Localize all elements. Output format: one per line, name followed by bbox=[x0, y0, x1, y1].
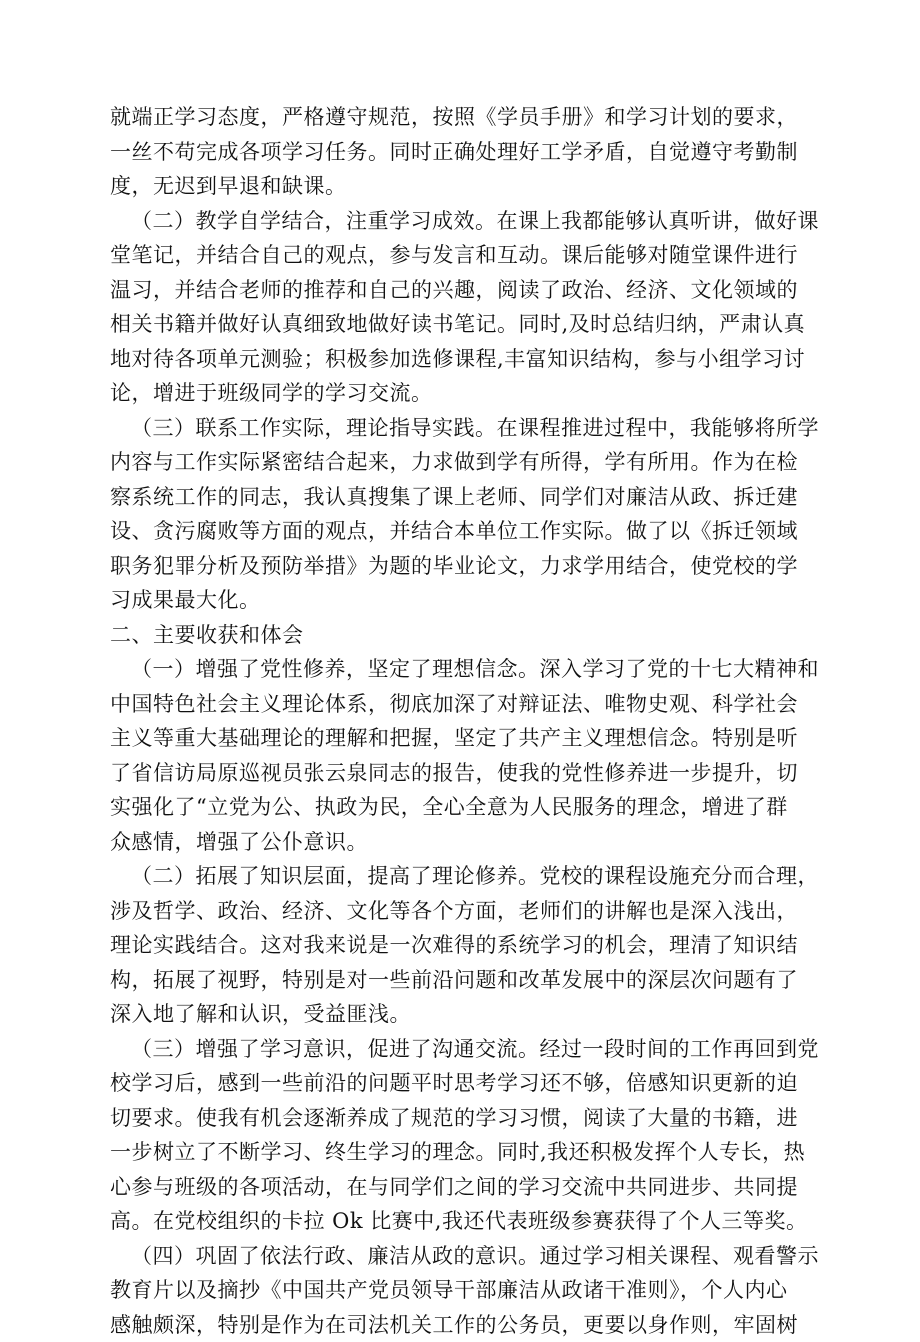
text-line: 堂笔记，并结合自己的观点，参与发言和互动。课后能够对随堂课件进行 bbox=[110, 238, 822, 273]
text-line: 实强化了“立党为公、执政为民，全心全意为人民服务的理念，增进了群 bbox=[110, 790, 822, 825]
text-line: 了省信访局原巡视员张云泉同志的报告，使我的党性修养进一步提升，切 bbox=[110, 756, 822, 791]
text-line: 察系统工作的同志，我认真搜集了课上老师、同学们对廉洁从政、拆迁建 bbox=[110, 480, 822, 515]
text-line: 心参与班级的各项活动，在与同学们之间的学习交流中共同进步、共同提 bbox=[110, 1170, 822, 1205]
text-line: 主义等重大基础理论的理解和把握，坚定了共产主义理想信念。特别是听 bbox=[110, 721, 822, 756]
section-heading: 二、主要收获和体会 bbox=[110, 618, 822, 653]
text-line: 众感情，增强了公仆意识。 bbox=[110, 825, 822, 860]
text-line: （一）增强了党性修养，坚定了理想信念。深入学习了党的十七大精神和 bbox=[110, 652, 822, 687]
text-line: （三）增强了学习意识，促进了沟通交流。经过一段时间的工作再回到党 bbox=[110, 1032, 822, 1067]
text-line: 感触颇深，特别是作为在司法机关工作的公务员，更要以身作则，牢固树 bbox=[110, 1308, 822, 1342]
text-line: 深入地了解和认识，受益匪浅。 bbox=[110, 997, 822, 1032]
document-body bbox=[110, 100, 822, 1342]
text-line: 中国特色社会主义理论体系，彻底加深了对辩证法、唯物史观、科学社会 bbox=[110, 687, 822, 722]
text-line: 构，拓展了视野，特别是对一些前沿问题和改革发展中的深层次问题有了 bbox=[110, 963, 822, 998]
text-line: 切要求。使我有机会逐渐养成了规范的学习习惯，阅读了大量的书籍，进 bbox=[110, 1101, 822, 1136]
text-line: 职务犯罪分析及预防举措》为题的毕业论文，力求学用结合，使党校的学 bbox=[110, 549, 822, 584]
text-line: 一步树立了不断学习、终生学习的理念。同时,我还积极发挥个人专长，热 bbox=[110, 1135, 822, 1170]
text-line: 高。在党校组织的卡拉 Ok 比赛中,我还代表班级参赛获得了个人三等奖。 bbox=[110, 1204, 822, 1239]
text-line: 理论实践结合。这对我来说是一次难得的系统学习的机会，理清了知识结 bbox=[110, 928, 822, 963]
text-line: 地对待各项单元测验；积极参加选修课程,丰富知识结构，参与小组学习讨 bbox=[110, 342, 822, 377]
text-line: 相关书籍并做好认真细致地做好读书笔记。同时,及时总结归纳，严肃认真 bbox=[110, 307, 822, 342]
text-line: 就端正学习态度，严格遵守规范，按照《学员手册》和学习计划的要求， bbox=[110, 100, 822, 135]
text-line: 校学习后，感到一些前沿的问题平时思考学习还不够，倍感知识更新的迫 bbox=[110, 1066, 822, 1101]
text-line: （四）巩固了依法行政、廉洁从政的意识。通过学习相关课程、观看警示 bbox=[110, 1239, 822, 1274]
text-line: （三）联系工作实际，理论指导实践。在课程推进过程中，我能够将所学 bbox=[110, 411, 822, 446]
text-line: （二）教学自学结合，注重学习成效。在课上我都能够认真听讲，做好课 bbox=[110, 204, 822, 239]
text-line: 内容与工作实际紧密结合起来，力求做到学有所得，学有所用。作为在检 bbox=[110, 445, 822, 480]
text-line: 习成果最大化。 bbox=[110, 583, 822, 618]
text-line: 度，无迟到早退和缺课。 bbox=[110, 169, 822, 204]
text-line: 涉及哲学、政治、经济、文化等各个方面，老师们的讲解也是深入浅出， bbox=[110, 894, 822, 929]
text-line: 论，增进于班级同学的学习交流。 bbox=[110, 376, 822, 411]
text-line: 一丝不苟完成各项学习任务。同时正确处理好工学矛盾，自觉遵守考勤制 bbox=[110, 135, 822, 170]
text-line: 温习，并结合老师的推荐和自己的兴趣，阅读了政治、经济、文化领域的 bbox=[110, 273, 822, 308]
text-line: （二）拓展了知识层面，提高了理论修养。党校的课程设施充分而合理， bbox=[110, 859, 822, 894]
text-line: 教育片以及摘抄《中国共产党员领导干部廉洁从政诸干准则》，个人内心 bbox=[110, 1273, 822, 1308]
text-line: 设、贪污腐败等方面的观点，并结合本单位工作实际。做了以《拆迁领域 bbox=[110, 514, 822, 549]
